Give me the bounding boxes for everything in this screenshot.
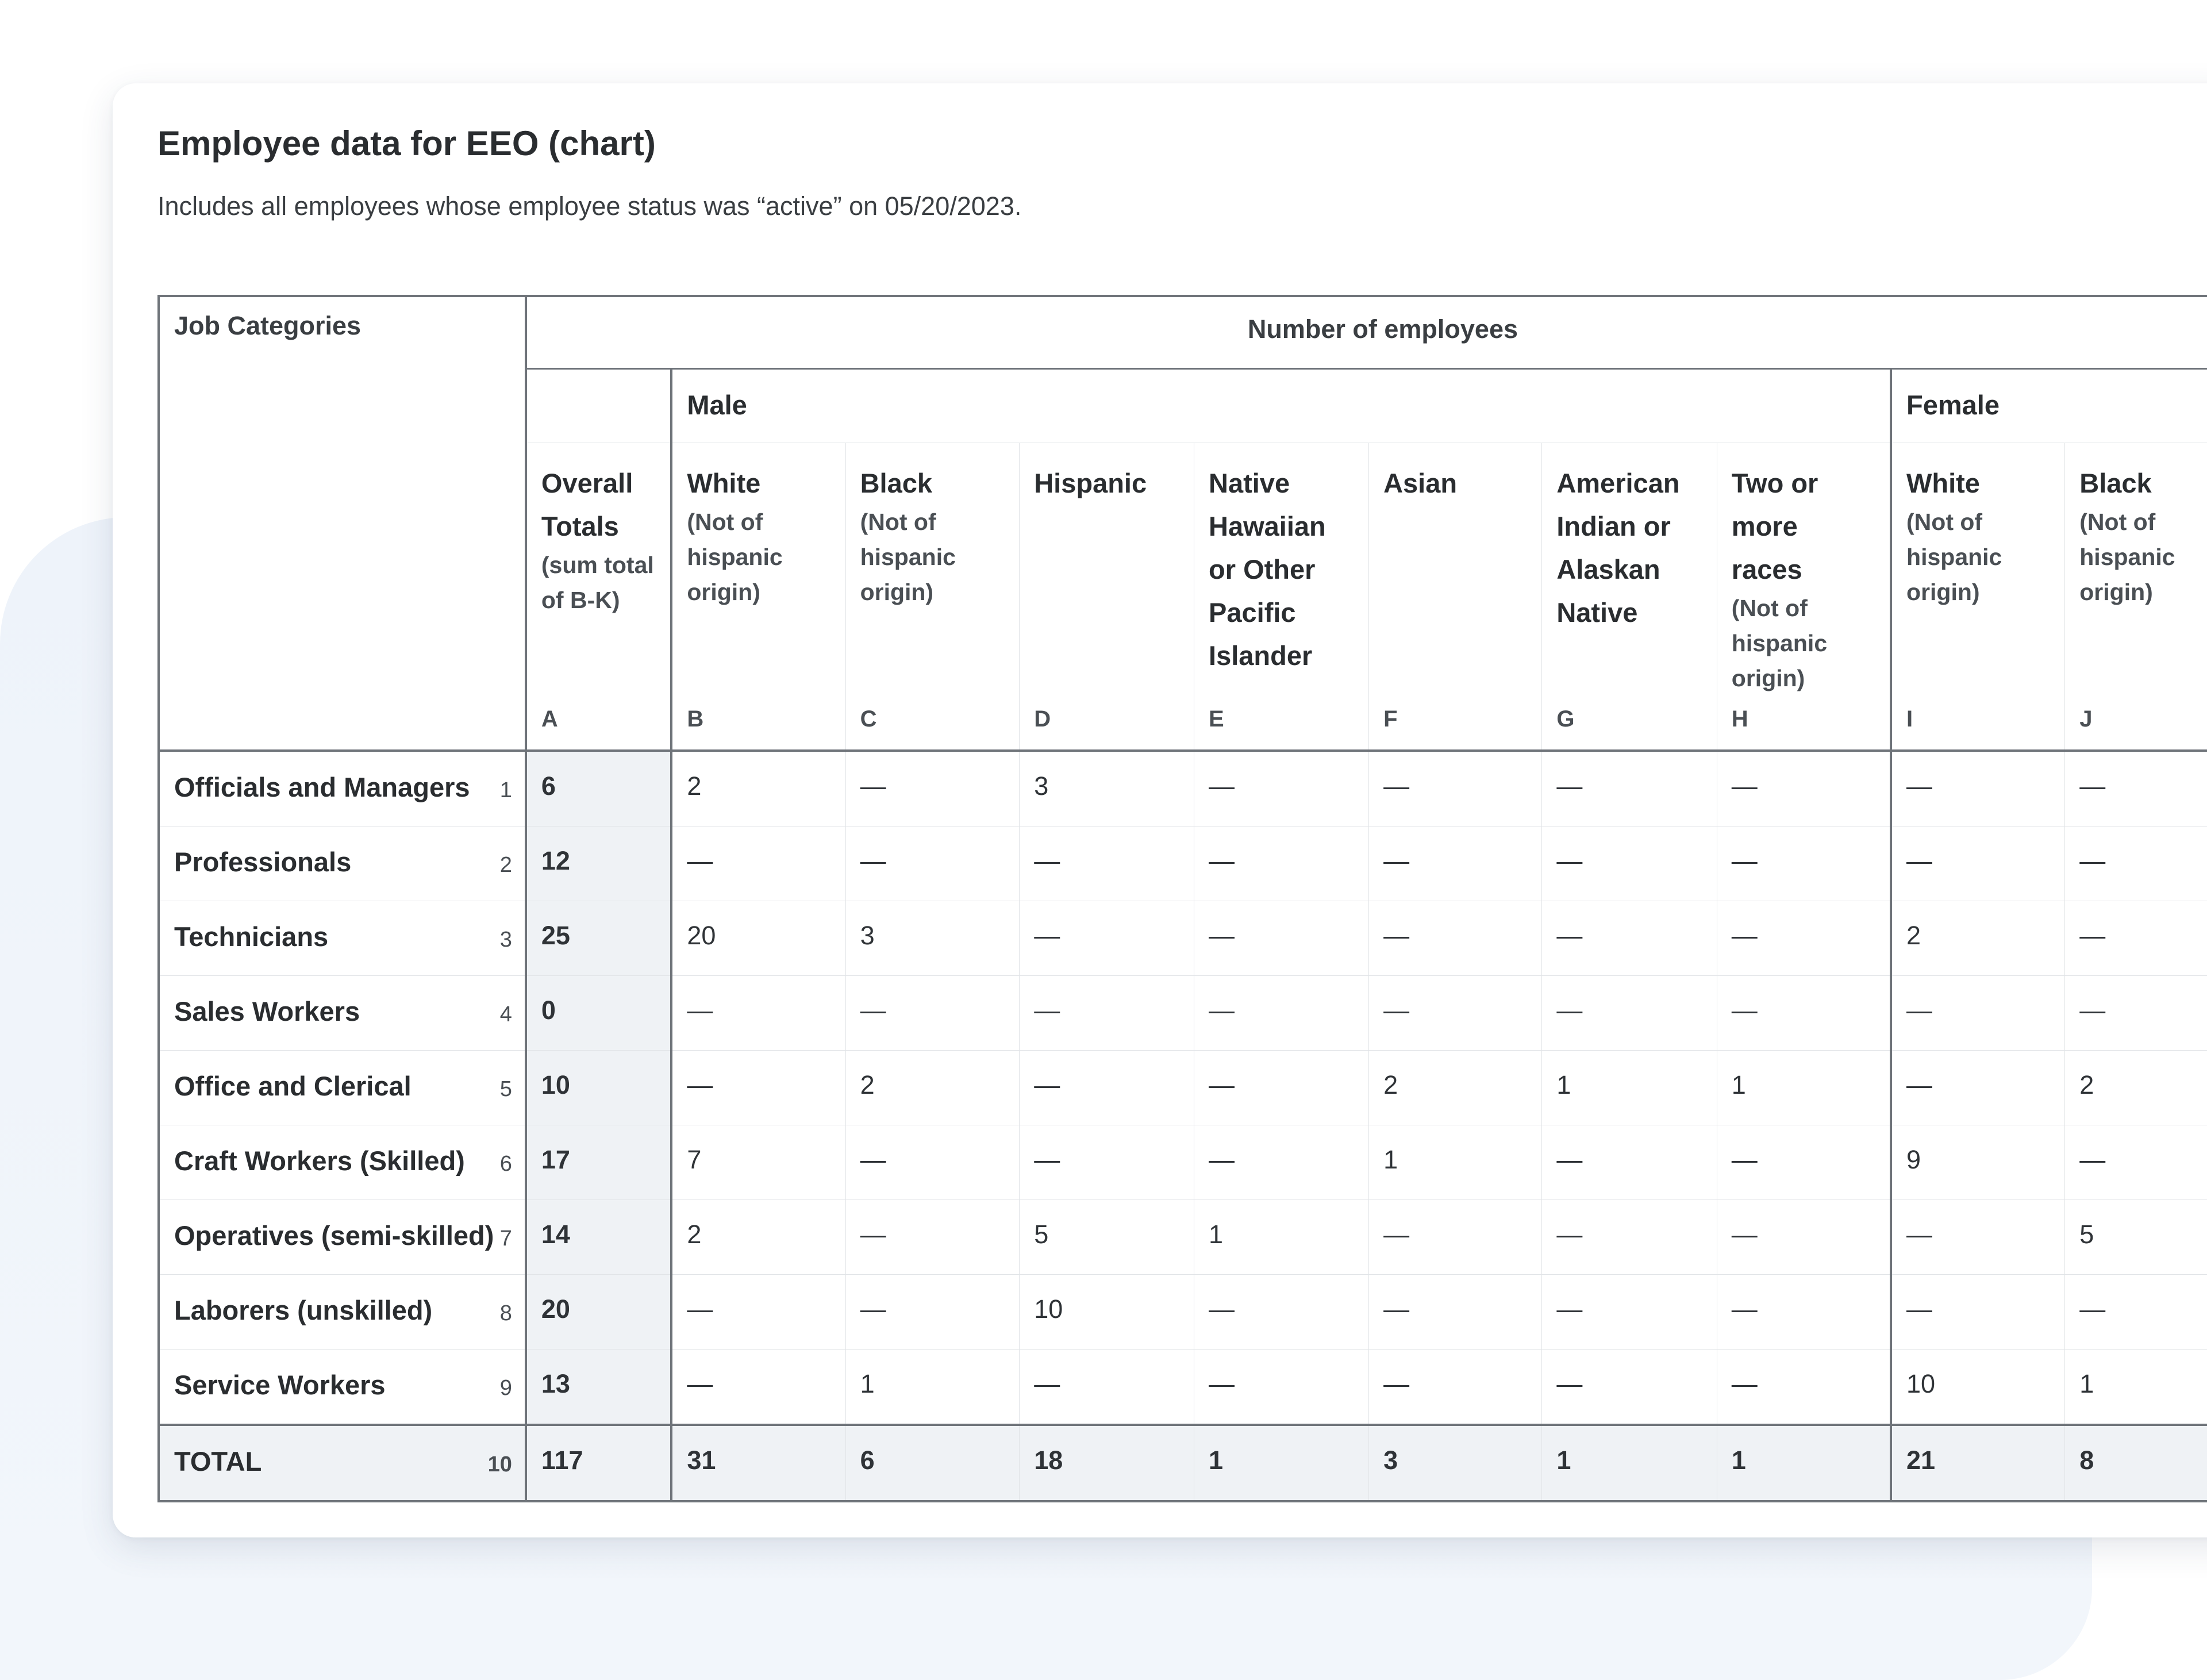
cell-value: — bbox=[1731, 921, 1758, 950]
table-cell bbox=[1542, 1350, 1717, 1425]
table-cell bbox=[1369, 901, 1542, 976]
table-cell bbox=[2065, 751, 2207, 826]
column-title: Asian bbox=[1383, 467, 1458, 498]
table-row bbox=[159, 1200, 2207, 1275]
table-cell bbox=[2065, 1275, 2207, 1350]
group-spacer bbox=[526, 369, 671, 443]
table-cell bbox=[1020, 1125, 1194, 1200]
table-cell bbox=[1717, 1051, 1891, 1125]
cell-value: — bbox=[1556, 995, 1583, 1025]
cell-value: 2 bbox=[687, 1220, 702, 1249]
column-header-a bbox=[526, 443, 671, 751]
cell-value: 1 bbox=[1556, 1446, 1571, 1475]
row-number: 6 bbox=[499, 1152, 512, 1176]
table-cell bbox=[1717, 1350, 1891, 1425]
cell-value: — bbox=[860, 771, 886, 801]
cell-value: — bbox=[2079, 1294, 2106, 1324]
table-cell bbox=[1369, 826, 1542, 901]
cell-value: 21 bbox=[1906, 1446, 1936, 1475]
column-header-f bbox=[1369, 443, 1542, 751]
cell-value: — bbox=[1034, 1145, 1060, 1174]
job-categories-header bbox=[159, 296, 526, 751]
cell-value: 117 bbox=[541, 1446, 583, 1475]
table-cell bbox=[1891, 1125, 2065, 1200]
cell-value: — bbox=[1906, 1294, 1933, 1324]
column-header-c bbox=[845, 443, 1020, 751]
cell-value: — bbox=[1906, 1220, 1933, 1249]
table-cell bbox=[1891, 826, 2065, 901]
table-cell bbox=[1020, 1051, 1194, 1125]
row-label: Operatives (semi-skilled) bbox=[174, 1220, 494, 1251]
table-cell bbox=[526, 1350, 671, 1425]
group-female bbox=[1891, 369, 2207, 443]
table-cell bbox=[1194, 751, 1369, 826]
table-cell bbox=[1020, 1200, 1194, 1275]
table-cell bbox=[1020, 1275, 1194, 1350]
column-letter: J bbox=[2079, 706, 2093, 732]
table-row bbox=[159, 1350, 2207, 1425]
table-row bbox=[159, 751, 2207, 826]
cell-value: — bbox=[687, 1070, 713, 1100]
row-category bbox=[159, 901, 526, 976]
cell-value: — bbox=[687, 995, 713, 1025]
row-category bbox=[159, 1125, 526, 1200]
column-subtitle: (Not of hispanic origin) bbox=[687, 508, 783, 605]
cell-value: — bbox=[1556, 1294, 1583, 1324]
cell-value: — bbox=[1731, 1369, 1758, 1398]
row-number: 5 bbox=[499, 1077, 512, 1101]
column-letter: D bbox=[1034, 706, 1051, 732]
column-title: Overall Totals bbox=[541, 467, 633, 541]
table-cell bbox=[1891, 976, 2065, 1051]
cell-value: — bbox=[1731, 1294, 1758, 1324]
table-row bbox=[159, 1051, 2207, 1125]
row-category bbox=[159, 1350, 526, 1425]
cell-value: — bbox=[860, 995, 886, 1025]
column-subtitle: (Not of hispanic origin) bbox=[860, 508, 956, 605]
row-number: 4 bbox=[499, 1002, 512, 1027]
row-number: 8 bbox=[499, 1301, 512, 1325]
cell-value: — bbox=[1034, 1070, 1060, 1100]
cell-value: — bbox=[1209, 921, 1235, 950]
cell-value: 3 bbox=[1034, 771, 1049, 801]
cell-value: 31 bbox=[687, 1446, 716, 1475]
row-label: Laborers (unskilled) bbox=[174, 1295, 433, 1325]
row-category bbox=[159, 1275, 526, 1350]
cell-value: — bbox=[2079, 995, 2106, 1025]
table-cell bbox=[526, 976, 671, 1051]
column-title: Two or more races bbox=[1731, 467, 1818, 585]
row-label: Officials and Managers bbox=[174, 772, 470, 802]
cell-value: — bbox=[1556, 921, 1583, 950]
table-cell bbox=[845, 976, 1020, 1051]
row-label: Sales Workers bbox=[174, 996, 360, 1027]
cell-value: 10 bbox=[1906, 1369, 1936, 1398]
column-subtitle: (Not of hispanic origin) bbox=[1731, 594, 1828, 691]
cell-value: 1 bbox=[1556, 1070, 1571, 1100]
table-cell bbox=[2065, 1051, 2207, 1125]
cell-value: 3 bbox=[1383, 1446, 1398, 1475]
cell-value: — bbox=[1383, 1220, 1410, 1249]
cell-value: — bbox=[2079, 1145, 2106, 1174]
row-number: 2 bbox=[499, 853, 512, 877]
column-header-g bbox=[1542, 443, 1717, 751]
table-cell bbox=[1891, 1350, 2065, 1425]
cell-value: — bbox=[1034, 995, 1060, 1025]
table-cell bbox=[845, 1350, 1020, 1425]
cell-value: — bbox=[1906, 771, 1933, 801]
eeo-table bbox=[157, 295, 2207, 1502]
column-title: Hispanic bbox=[1034, 467, 1147, 498]
row-number: 3 bbox=[499, 928, 512, 952]
table-cell bbox=[2065, 826, 2207, 901]
row-category bbox=[159, 976, 526, 1051]
cell-value: — bbox=[1383, 921, 1410, 950]
cell-value: — bbox=[860, 1220, 886, 1249]
table-cell bbox=[845, 1125, 1020, 1200]
table-row bbox=[159, 1125, 2207, 1200]
table-cell bbox=[845, 751, 1020, 826]
group-female-label: Female bbox=[1906, 390, 2000, 421]
table-cell bbox=[1542, 976, 1717, 1051]
column-title: White bbox=[1906, 467, 1980, 498]
table-row bbox=[159, 1275, 2207, 1350]
row-number: 7 bbox=[499, 1227, 512, 1251]
cell-value: — bbox=[1731, 995, 1758, 1025]
cell-value: — bbox=[1209, 1369, 1235, 1398]
cell-value: — bbox=[687, 1294, 713, 1324]
table-cell bbox=[1020, 1350, 1194, 1425]
table-cell bbox=[671, 1200, 845, 1275]
column-title: Black bbox=[2079, 467, 2152, 498]
row-label: Office and Clerical bbox=[174, 1071, 412, 1101]
table-cell bbox=[1542, 1425, 1717, 1501]
cell-value: — bbox=[1383, 995, 1410, 1025]
row-number: 9 bbox=[499, 1376, 512, 1400]
cell-value: — bbox=[1383, 771, 1410, 801]
table-cell bbox=[2065, 901, 2207, 976]
row-label: Technicians bbox=[174, 921, 329, 952]
cell-value: — bbox=[1383, 1369, 1410, 1398]
table-cell bbox=[1891, 1200, 2065, 1275]
cell-value: — bbox=[1034, 921, 1060, 950]
table-cell bbox=[671, 1051, 845, 1125]
table-cell bbox=[1369, 1125, 1542, 1200]
cell-value: 1 bbox=[860, 1369, 875, 1398]
column-title: Black bbox=[860, 467, 932, 498]
table-cell bbox=[1020, 976, 1194, 1051]
number-of-employees-header bbox=[526, 296, 2207, 369]
cell-value: 10 bbox=[1034, 1294, 1063, 1324]
table-cell bbox=[1020, 901, 1194, 976]
table-cell bbox=[1891, 901, 2065, 976]
table-cell bbox=[1194, 901, 1369, 976]
table-cell bbox=[1891, 1425, 2065, 1501]
column-header-i bbox=[1891, 443, 2065, 751]
table-cell bbox=[1542, 1275, 1717, 1350]
table-cell bbox=[1891, 751, 2065, 826]
cell-value: — bbox=[1209, 1145, 1235, 1174]
cell-value: — bbox=[2079, 921, 2106, 950]
cell-value: — bbox=[1731, 1145, 1758, 1174]
cell-value: — bbox=[687, 846, 713, 875]
column-title: White bbox=[687, 467, 761, 498]
cell-value: — bbox=[1383, 1294, 1410, 1324]
cell-value: — bbox=[1209, 846, 1235, 875]
cell-value: 20 bbox=[541, 1294, 570, 1324]
total-row bbox=[159, 1425, 2207, 1501]
table-cell bbox=[1194, 1425, 1369, 1501]
table-cell bbox=[845, 826, 1020, 901]
table-cell bbox=[1891, 1051, 2065, 1125]
cell-value: — bbox=[1731, 771, 1758, 801]
table-cell bbox=[526, 1125, 671, 1200]
table-cell bbox=[1020, 751, 1194, 826]
cell-value: 3 bbox=[860, 921, 875, 950]
table-cell bbox=[1717, 1125, 1891, 1200]
cell-value: — bbox=[1556, 1220, 1583, 1249]
column-letter: B bbox=[687, 706, 704, 732]
table-cell bbox=[845, 1275, 1020, 1350]
column-letter: F bbox=[1383, 706, 1398, 732]
column-header-b bbox=[671, 443, 845, 751]
table-cell bbox=[671, 1350, 845, 1425]
column-letter: A bbox=[541, 706, 558, 732]
table-cell bbox=[845, 1200, 1020, 1275]
table-cell bbox=[1542, 1200, 1717, 1275]
cell-value: 6 bbox=[541, 771, 556, 801]
row-label: Craft Workers (Skilled) bbox=[174, 1145, 465, 1176]
table-cell bbox=[526, 1051, 671, 1125]
group-male bbox=[671, 369, 1891, 443]
row-category bbox=[159, 1425, 526, 1501]
table-cell bbox=[1369, 1275, 1542, 1350]
job-categories-label: Job Categories bbox=[174, 311, 362, 340]
column-header-e bbox=[1194, 443, 1369, 751]
cell-value: 1 bbox=[1731, 1070, 1746, 1100]
cell-value: 2 bbox=[1383, 1070, 1398, 1100]
row-number: 1 bbox=[499, 778, 512, 802]
table-cell bbox=[1369, 1425, 1542, 1501]
row-label: TOTAL bbox=[174, 1446, 262, 1477]
cell-value: — bbox=[860, 846, 886, 875]
table-cell bbox=[1020, 826, 1194, 901]
cell-value: — bbox=[1731, 1220, 1758, 1249]
cell-value: — bbox=[1034, 846, 1060, 875]
cell-value: 7 bbox=[687, 1145, 702, 1174]
row-number: 10 bbox=[487, 1452, 512, 1477]
cell-value: — bbox=[1731, 846, 1758, 875]
cell-value: — bbox=[1209, 771, 1235, 801]
column-letter: G bbox=[1556, 706, 1575, 732]
table-cell bbox=[1194, 1125, 1369, 1200]
column-title: American Indian or Alaskan Native bbox=[1556, 467, 1680, 628]
row-category bbox=[159, 751, 526, 826]
table-cell bbox=[845, 1051, 1020, 1125]
column-subtitle: (Not of hispanic origin) bbox=[1906, 508, 2002, 605]
number-of-employees-label: Number of employees bbox=[1247, 314, 1518, 344]
cell-value: — bbox=[1906, 1070, 1933, 1100]
table-cell bbox=[526, 1200, 671, 1275]
table-row bbox=[159, 826, 2207, 901]
table-cell bbox=[1717, 1425, 1891, 1501]
table-cell bbox=[1369, 1051, 1542, 1125]
cell-value: — bbox=[1209, 1070, 1235, 1100]
cell-value: — bbox=[1906, 995, 1933, 1025]
table-cell bbox=[1717, 826, 1891, 901]
column-subtitle: (Not of hispanic origin) bbox=[2079, 508, 2175, 605]
cell-value: — bbox=[1383, 846, 1410, 875]
table-cell bbox=[1542, 1051, 1717, 1125]
group-male-label: Male bbox=[687, 390, 747, 421]
table-cell bbox=[1369, 751, 1542, 826]
cell-value: 17 bbox=[541, 1145, 570, 1174]
table-cell bbox=[1194, 826, 1369, 901]
cell-value: 2 bbox=[1906, 921, 1921, 950]
cell-value: — bbox=[1906, 846, 1933, 875]
table-cell bbox=[1542, 901, 1717, 976]
table-cell bbox=[671, 976, 845, 1051]
cell-value: 25 bbox=[541, 921, 570, 950]
cell-value: 5 bbox=[2079, 1220, 2094, 1249]
cell-value: 5 bbox=[1034, 1220, 1049, 1249]
eeo-card bbox=[113, 83, 2207, 1537]
table-row bbox=[159, 976, 2207, 1051]
table-cell bbox=[1717, 1275, 1891, 1350]
cell-value: — bbox=[1209, 995, 1235, 1025]
table-cell bbox=[2065, 1125, 2207, 1200]
cell-value: 2 bbox=[2079, 1070, 2094, 1100]
table-cell bbox=[526, 1275, 671, 1350]
table-cell bbox=[1194, 976, 1369, 1051]
cell-value: 9 bbox=[1906, 1145, 1921, 1174]
cell-value: 1 bbox=[1209, 1446, 1224, 1475]
cell-value: 6 bbox=[860, 1446, 875, 1475]
column-header-j bbox=[2065, 443, 2207, 751]
table-cell bbox=[1542, 826, 1717, 901]
table-cell bbox=[2065, 1350, 2207, 1425]
table-cell bbox=[1194, 1051, 1369, 1125]
table-cell bbox=[2065, 1200, 2207, 1275]
cell-value: 1 bbox=[1731, 1446, 1746, 1475]
table-cell bbox=[671, 751, 845, 826]
table-cell bbox=[1717, 751, 1891, 826]
table-cell bbox=[1717, 901, 1891, 976]
cell-value: 8 bbox=[2079, 1446, 2094, 1475]
table-cell bbox=[526, 901, 671, 976]
column-header-h bbox=[1717, 443, 1891, 751]
column-letter: C bbox=[860, 706, 877, 732]
row-category bbox=[159, 1051, 526, 1125]
table-cell bbox=[1020, 1425, 1194, 1501]
row-category bbox=[159, 826, 526, 901]
cell-value: — bbox=[2079, 846, 2106, 875]
cell-value: — bbox=[1556, 846, 1583, 875]
table-cell bbox=[1542, 1125, 1717, 1200]
cell-value: 1 bbox=[1209, 1220, 1224, 1249]
cell-value: 2 bbox=[860, 1070, 875, 1100]
cell-value: — bbox=[2079, 771, 2106, 801]
row-label: Professionals bbox=[174, 847, 352, 877]
cell-value: — bbox=[1209, 1294, 1235, 1324]
table-cell bbox=[671, 901, 845, 976]
column-title: Native Hawaiian or Other Pacific Islander bbox=[1209, 467, 1326, 671]
table-cell bbox=[526, 826, 671, 901]
table-cell bbox=[2065, 976, 2207, 1051]
cell-value: 14 bbox=[541, 1220, 570, 1249]
column-letter: H bbox=[1731, 706, 1748, 732]
cell-value: — bbox=[1556, 1145, 1583, 1174]
table-cell bbox=[1717, 1200, 1891, 1275]
table-cell bbox=[1369, 1200, 1542, 1275]
cell-value: — bbox=[860, 1145, 886, 1174]
table-cell bbox=[1717, 976, 1891, 1051]
column-letter: E bbox=[1209, 706, 1224, 732]
cell-value: 10 bbox=[541, 1070, 570, 1100]
table-cell bbox=[845, 1425, 1020, 1501]
cell-value: — bbox=[687, 1369, 713, 1398]
table-cell bbox=[1194, 1200, 1369, 1275]
table-cell bbox=[1194, 1275, 1369, 1350]
cell-value: 13 bbox=[541, 1369, 570, 1398]
cell-value: 1 bbox=[2079, 1369, 2094, 1398]
table-cell bbox=[671, 1275, 845, 1350]
page-title: Employee data for EEO (chart) bbox=[157, 124, 656, 163]
table-cell bbox=[1891, 1275, 2065, 1350]
column-subtitle: (sum total of B-K) bbox=[541, 551, 654, 613]
table-cell bbox=[671, 1125, 845, 1200]
table-cell bbox=[526, 751, 671, 826]
cell-value: 20 bbox=[687, 921, 716, 950]
cell-value: 12 bbox=[541, 846, 570, 875]
table-cell bbox=[1194, 1350, 1369, 1425]
table-cell bbox=[2065, 1425, 2207, 1501]
cell-value: — bbox=[1034, 1369, 1060, 1398]
column-header-d bbox=[1020, 443, 1194, 751]
column-letter: I bbox=[1906, 706, 1913, 732]
cell-value: 2 bbox=[687, 771, 702, 801]
table-cell bbox=[671, 826, 845, 901]
cell-value: 18 bbox=[1034, 1446, 1063, 1475]
row-label: Service Workers bbox=[174, 1370, 386, 1400]
table-cell bbox=[1542, 751, 1717, 826]
row-category bbox=[159, 1200, 526, 1275]
table-cell bbox=[845, 901, 1020, 976]
table-cell bbox=[1369, 976, 1542, 1051]
table-row bbox=[159, 901, 2207, 976]
cell-value: 1 bbox=[1383, 1145, 1398, 1174]
cell-value: 0 bbox=[541, 995, 556, 1025]
table-cell bbox=[1369, 1350, 1542, 1425]
page-subtitle: Includes all employees whose employee status was “active” on 05/20/2023. bbox=[157, 191, 1022, 221]
table-cell bbox=[671, 1425, 845, 1501]
table-cell bbox=[526, 1425, 671, 1501]
cell-value: — bbox=[1556, 771, 1583, 801]
cell-value: — bbox=[860, 1294, 886, 1324]
cell-value: — bbox=[1556, 1369, 1583, 1398]
